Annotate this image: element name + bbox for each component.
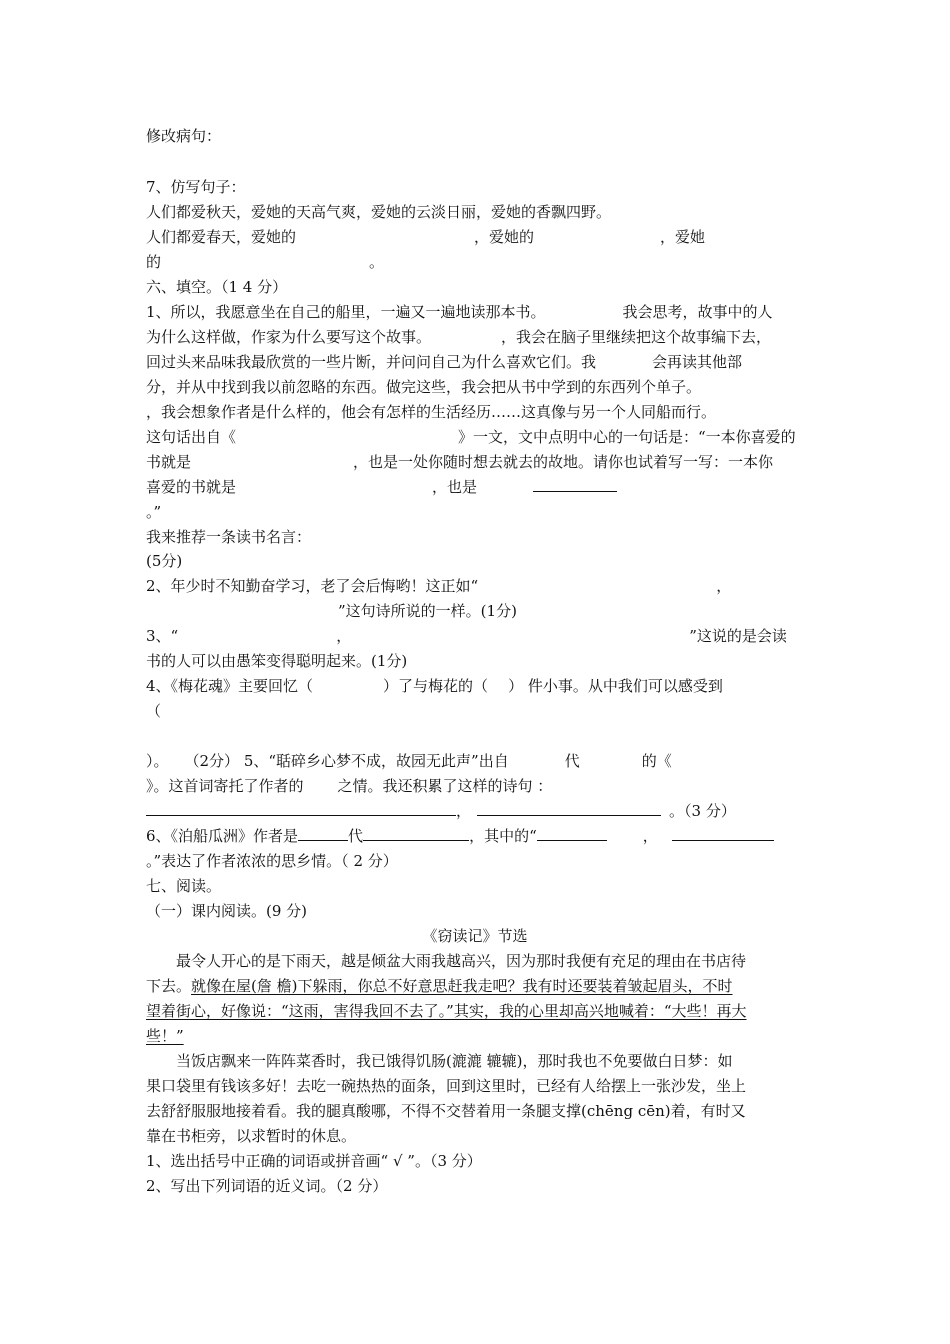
reading-quote-prompt: 我来推荐一条读书名言： <box>146 528 312 546</box>
fill-line-7: 书就是 ，也是一处你随时想去就去的故地。请你也试着写一写：一本你 <box>146 453 774 471</box>
fill-line-6: 这句话出自《 》一文，文中点明中心的一句话是：“一本你喜爱的 <box>146 428 796 446</box>
passage-line: 望着街心，好像说：“这雨，害得我回不去了。”其实，我的心里却高兴地喊着：“大些！再大 <box>146 1002 747 1020</box>
answer-blank[interactable] <box>298 826 348 841</box>
passage-line: 当饭店飘来一阵阵菜香时，我已饿得饥肠(漉漉 辘辘)，那时我也不免要做白日梦：如 <box>176 1052 733 1070</box>
fill-line-5: ，我会想象作者是什么样的，他会有怎样的生活经历……这真像与另一个人同船而行。 <box>146 403 717 421</box>
passage-line: 些！” <box>146 1027 184 1045</box>
example-sentence: 人们都爱秋天，爱她的天高气爽，爱她的云淡日丽，爱她的香飘四野。 <box>146 203 612 221</box>
reading-question-2: 2、写出下列词语的近义词。（2 分） <box>146 1177 388 1195</box>
question-4-line-2: （ <box>146 702 162 720</box>
answer-blank[interactable] <box>477 801 661 816</box>
question-6-line-1: 6、《泊船瓜洲》作者是 代 ，其中的“ ， <box>146 826 774 846</box>
fill-line-8: 喜爱的书就是 ，也是 <box>146 477 617 497</box>
fill-line-2: 为什么这样做，作家为什么要写这个故事。 ，我会在脑子里继续把这个故事编下去， <box>146 328 772 346</box>
section-7-heading: 七、阅读。 <box>146 877 222 895</box>
answer-blank[interactable] <box>537 826 607 841</box>
passage-line: 最令人开心的是下雨天，越是倾盆大雨我越高兴，因为那时我便有充足的理由在书店待 <box>176 952 747 970</box>
imitation-line-1: 人们都爱春天，爱她的 ，爱她的 ，爱她 <box>146 228 706 246</box>
fill-line-9: 。” <box>146 503 162 521</box>
question-5-line-2: 》。这首词寄托了作者的 之情。我还积累了这样的诗句 ： <box>146 777 553 795</box>
question-6-line-2: 。”表达了作者浓浓的思乡情。（ 2 分） <box>146 852 398 870</box>
section-label-correct-sentences: 修改病句： <box>146 127 222 145</box>
imitation-line-2: 的 。 <box>146 253 385 271</box>
passage-line: 靠在书柜旁，以求暂时的休息。 <box>146 1127 357 1145</box>
question-7-heading: 7、仿写句子： <box>146 178 246 196</box>
question-2-line-2: ”这句诗所说的一样。(1分) <box>338 602 517 620</box>
answer-blank[interactable] <box>533 477 617 492</box>
answer-blank[interactable] <box>363 826 469 841</box>
score-note: (5分) <box>146 552 183 570</box>
passage-title: 《窃读记》节选 <box>422 927 528 945</box>
section-6-heading: 六、填空。（1 4 分） <box>146 278 288 296</box>
question-5-line-3: ， 。（3 分） <box>146 801 736 821</box>
passage-line: 下去。就像在屋(詹 檐)下躲雨，你总不好意思赶我走吧？我有时还要装着皱起眉头，不时 <box>146 977 733 995</box>
passage-line: 去舒舒服服地接着看。我的腿真酸哪，不得不交替着用一条腿支撑(chēng cēn)着，有时又 <box>146 1102 746 1120</box>
fill-line-1: 1、所以，我愿意坐在自己的船里，一遍又一遍地读那本书。 我会思考，故事中的人 <box>146 303 773 321</box>
question-2-line-1: 2、年少时不知勤奋学习，老了会后悔哟！这正如“ ， <box>146 577 732 595</box>
question-4-line-1: 4、《梅花魂》主要回忆（ ）了与梅花的（ ） 件小事。从中我们可以感受到 <box>146 677 723 695</box>
answer-blank[interactable] <box>146 801 456 816</box>
subsection-heading: （一）课内阅读。(9 分) <box>146 902 308 920</box>
fill-line-3: 回过头来品味我最欣赏的一些片断，并问问自己为什么喜欢它们。我 会再读其他部 <box>146 353 743 371</box>
reading-question-1: 1、选出括号中正确的词语或拼音画“ √ ”。（3 分） <box>146 1152 482 1170</box>
question-3-line-1: 3、“ ， ”这说的是会读 <box>146 627 787 645</box>
fill-line-4: 分，并从中找到我以前忽略的东西。做完这些，我会把从书中学到的东西列个单子。 <box>146 378 702 396</box>
question-3-line-2: 书的人可以由愚笨变得聪明起来。(1分) <box>146 652 408 670</box>
answer-blank[interactable] <box>672 826 774 841</box>
passage-line: 果口袋里有钱该多好！去吃一碗热热的面条，回到这里时，已经有人给摆上一张沙发，坐上 <box>146 1077 747 1095</box>
question-4-5-line: ）。 （2分） 5、“聒碎乡心梦不成，故园无此声”出自 代 的《 <box>146 752 672 770</box>
